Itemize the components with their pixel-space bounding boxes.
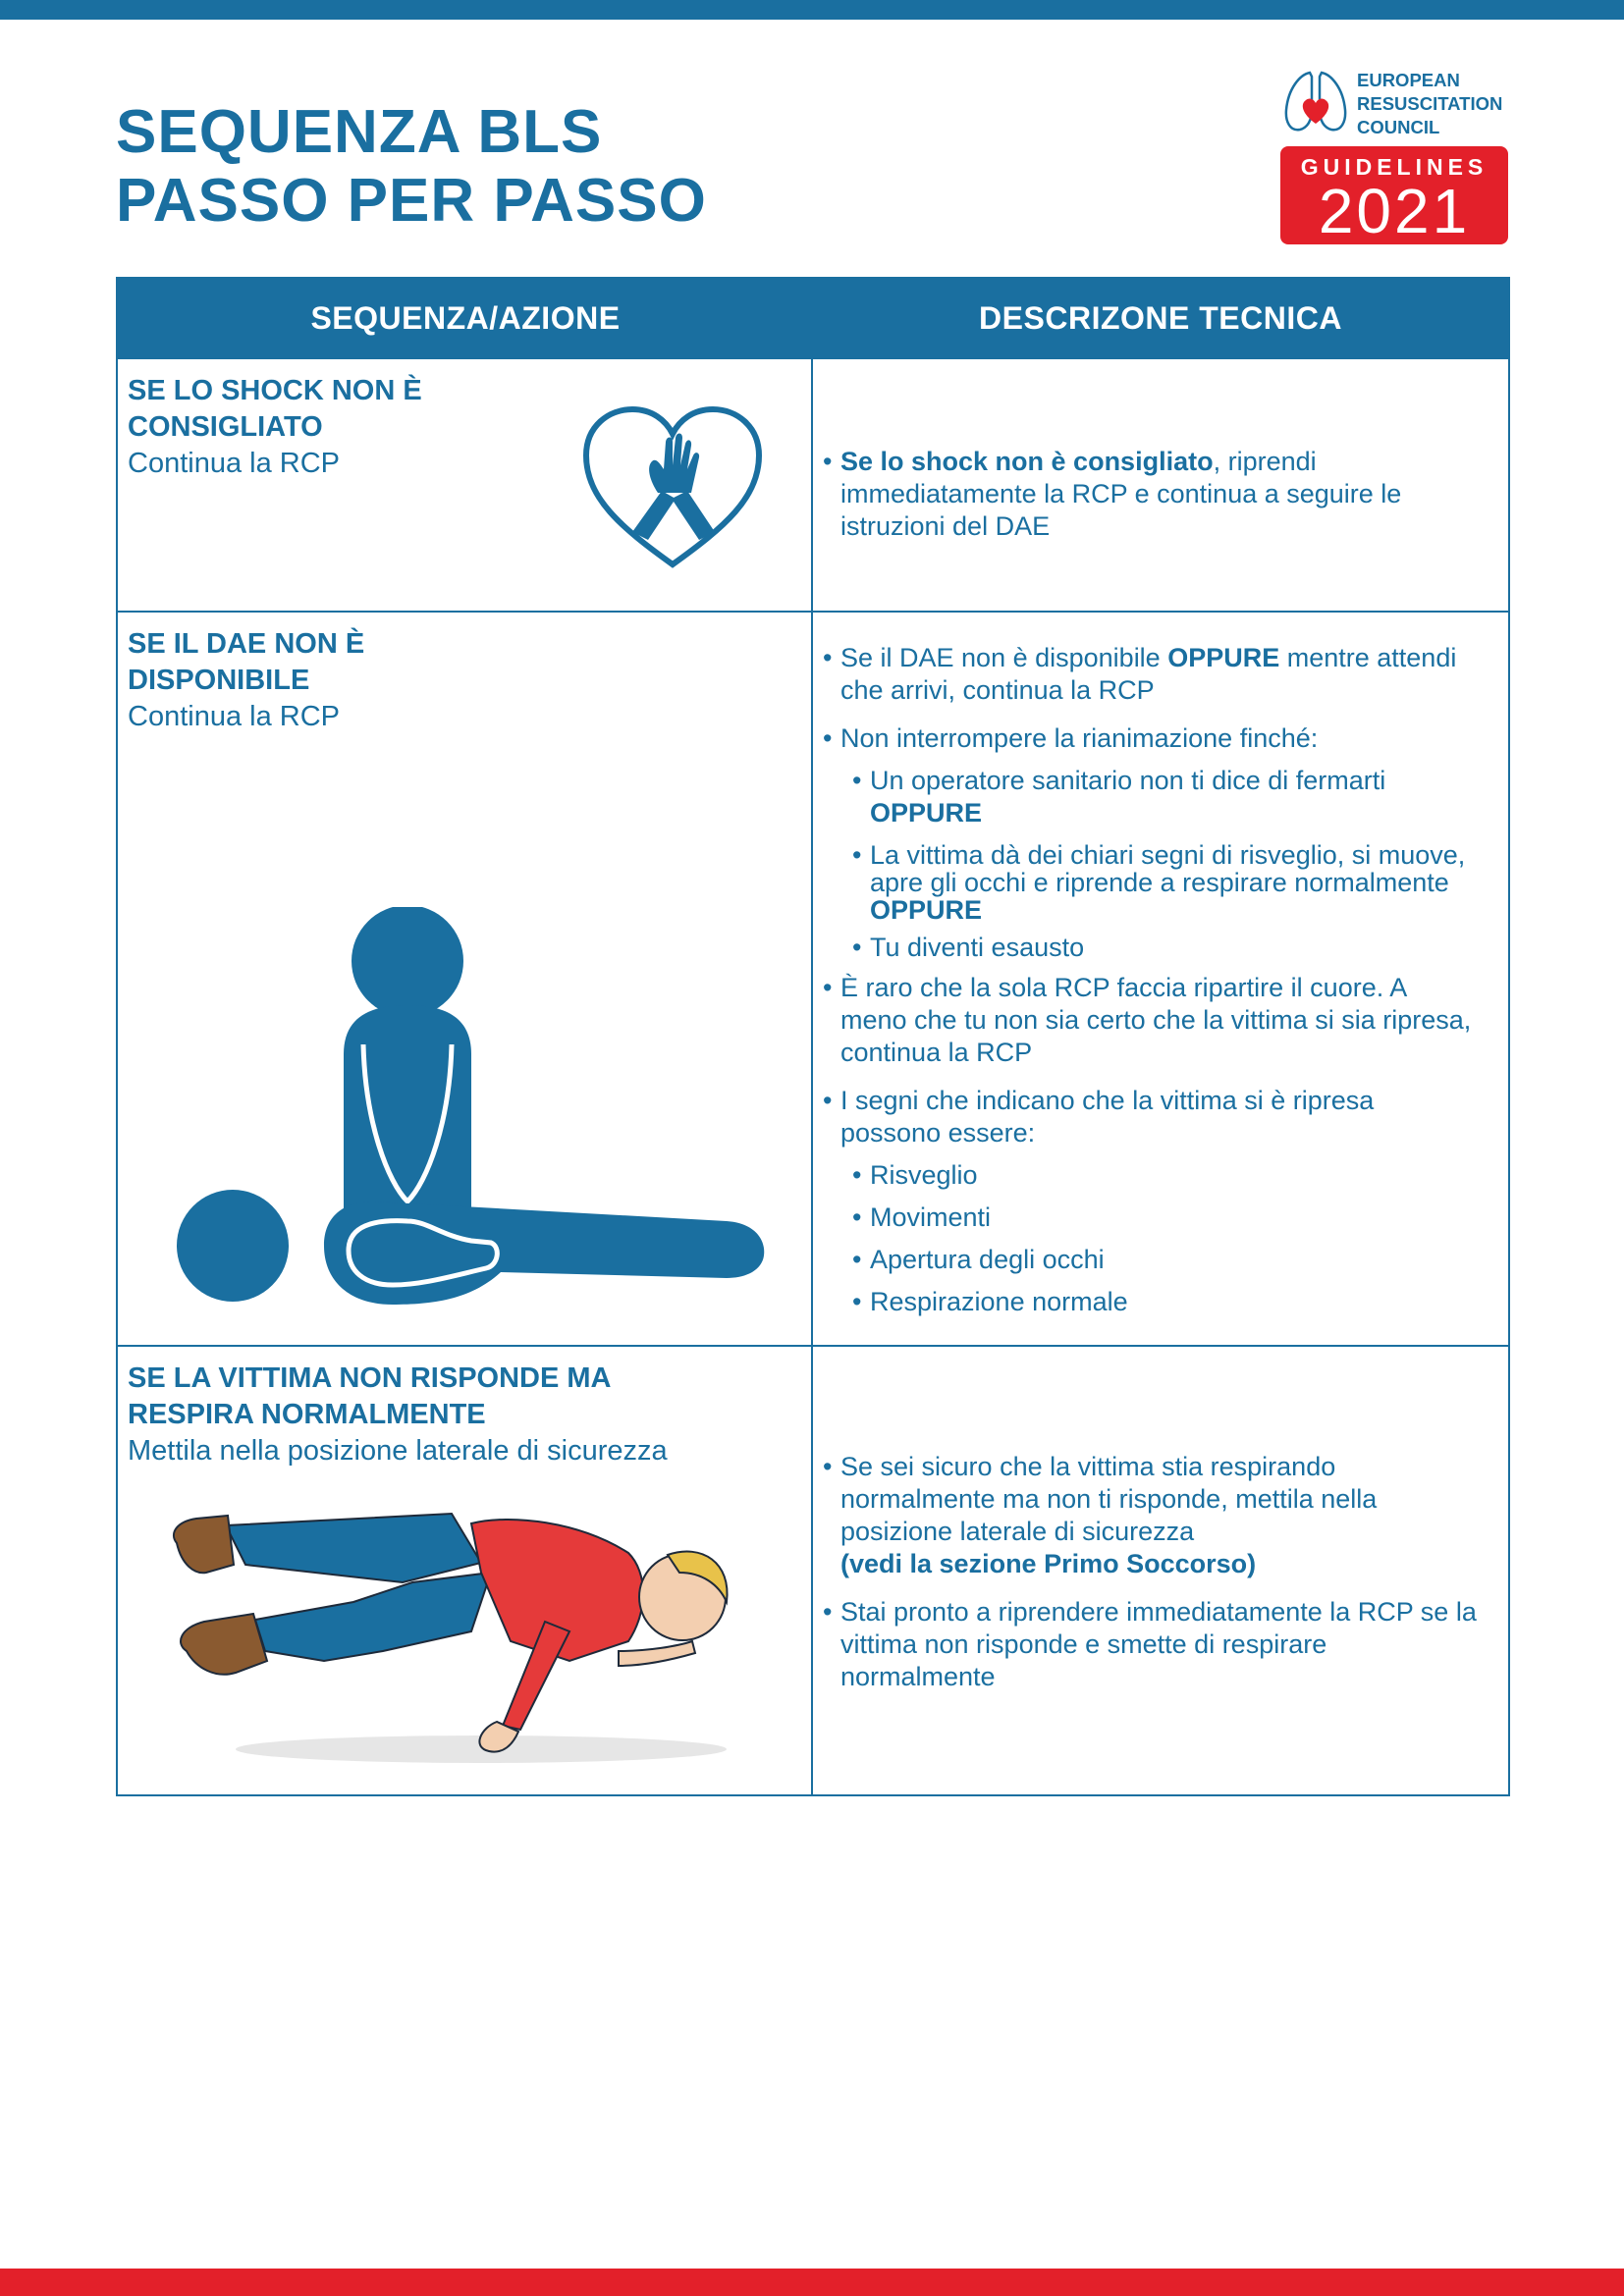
list-item: • Se lo shock non è consigliato, riprendi immediatamente la RCP e continua a seguire le istruzioni del DAE	[823, 446, 1479, 543]
lungs-heart-icon	[1280, 67, 1351, 137]
step-subtitle: Continua la RCP	[128, 701, 340, 732]
list-item: • Se il DAE non è disponibile OPPURE mentre attendi che arrivi, continua la RCP	[823, 642, 1479, 707]
list-item: • La vittima dà dei chiari segni di risveglio, si muove, apre gli occhi e riprende a respirare normalmente OPPURE	[852, 841, 1479, 924]
erc-logo	[1278, 65, 1510, 245]
table-row	[118, 357, 1508, 611]
list-item: • È raro che la sola RCP faccia ripartire il cuore. A meno che tu non sia certo che la vittima si sia ripresa, continua la RCP	[823, 972, 1479, 1069]
action-cell	[118, 359, 813, 611]
page-title: SEQUENZA BLS PASSO PER PASSO	[116, 98, 707, 235]
list-item: • Se sei sicuro che la vittima stia respirando normalmente ma non ti risponde, mettila nella posizione laterale di sicurezza (vedi la sezione Primo Soccorso)	[823, 1451, 1479, 1580]
description-cell	[813, 1347, 1508, 1794]
action-cell	[118, 613, 813, 1345]
org-name: EUROPEAN RESUSCITATION COUNCIL	[1357, 70, 1503, 137]
description-cell	[813, 613, 1508, 1345]
heart-hands-icon	[581, 404, 764, 571]
list-item: • Apertura degli occhi	[852, 1244, 1479, 1276]
step-title: SE IL DAE NON È DISPONIBILE	[128, 628, 365, 696]
table-row	[118, 611, 1508, 1345]
action-cell	[118, 1347, 813, 1794]
step-title: SE LO SHOCK NON È CONSIGLIATO	[128, 375, 422, 443]
bls-sequence-table	[116, 277, 1510, 1796]
list-item: • Risveglio	[852, 1159, 1479, 1192]
list-item: • I segni che indicano che la vittima si è ripresa possono essere:	[823, 1085, 1479, 1149]
table-header	[118, 279, 1508, 357]
list-item: • Movimenti	[852, 1201, 1479, 1234]
step-subtitle: Continua la RCP	[128, 448, 340, 479]
column-header-description: DESCRIZONE TECNICA	[979, 299, 1342, 336]
top-color-bar	[0, 0, 1624, 20]
table-row	[118, 1345, 1508, 1794]
column-header-action: SEQUENZA/AZIONE	[310, 299, 621, 336]
list-item: • Tu diventi esausto	[852, 932, 1479, 964]
cpr-person-icon	[177, 907, 776, 1319]
list-item: • Stai pronto a riprendere immediatamente la RCP se la vittima non risponde e smette di respirare normalmente	[823, 1596, 1479, 1693]
step-title: SE LA VITTIMA NON RISPONDE MA RESPIRA NORMALMENTE	[128, 1362, 612, 1430]
list-item: • Respirazione normale	[852, 1286, 1479, 1318]
guidelines-badge: GUIDELINES 2021	[1280, 146, 1508, 244]
recovery-position-icon	[157, 1504, 766, 1779]
list-item: • Non interrompere la rianimazione finché:	[823, 722, 1479, 755]
description-cell	[813, 359, 1508, 611]
list-item: • Un operatore sanitario non ti dice di fermarti OPPURE	[852, 765, 1479, 829]
step-subtitle: Mettila nella posizione laterale di sicurezza	[128, 1435, 668, 1467]
bottom-color-bar	[0, 2269, 1624, 2296]
